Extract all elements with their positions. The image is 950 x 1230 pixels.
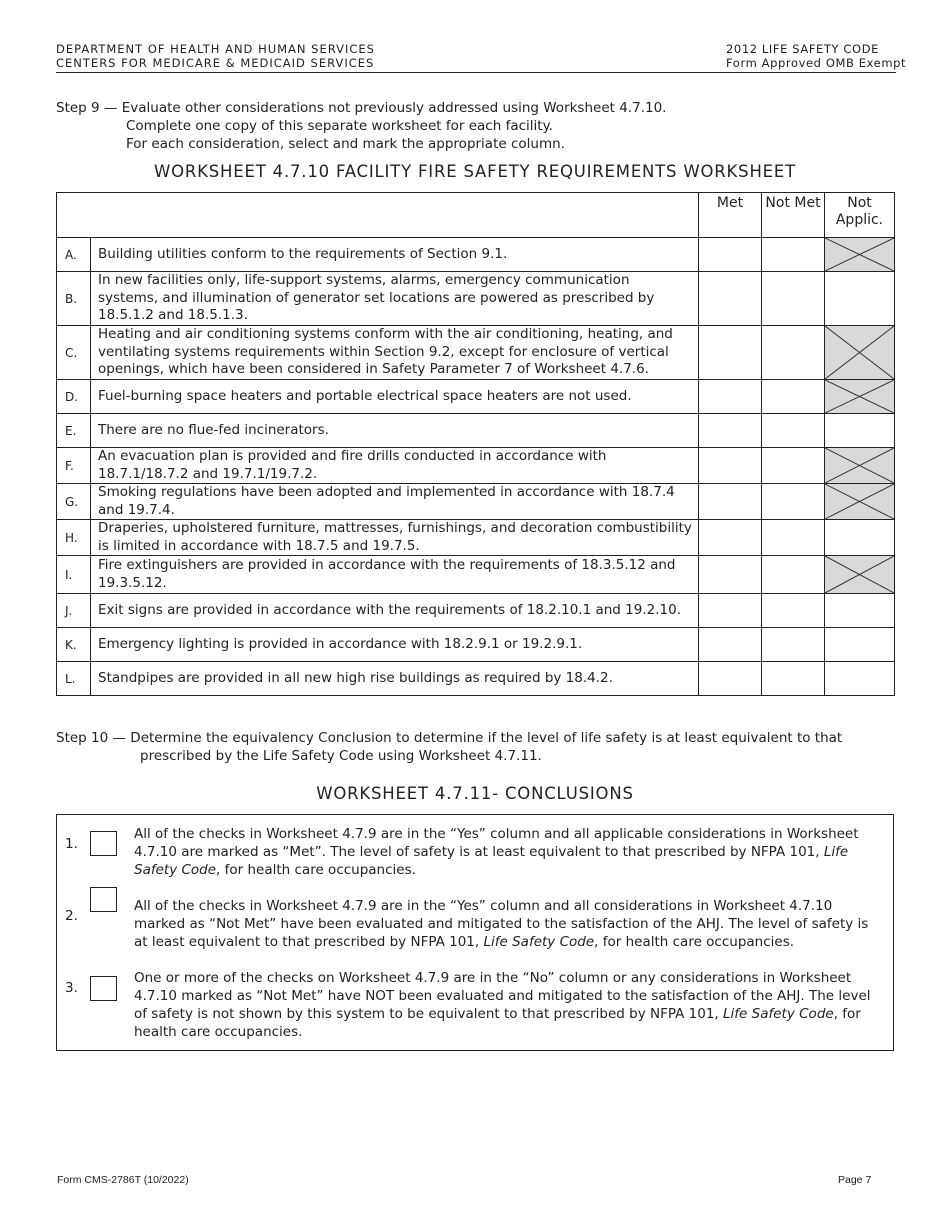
requirement-text: Fire extinguishers are provided in accordance with the requirements of 18.3.5.12 and 19.3.5.12. <box>91 556 699 594</box>
not-met-cell[interactable] <box>762 414 825 448</box>
form-header <box>726 42 906 70</box>
conclusion-number: 3. <box>65 980 78 996</box>
not-met-cell[interactable] <box>762 448 825 484</box>
not-met-cell[interactable] <box>762 380 825 414</box>
row-letter: A. <box>57 238 91 272</box>
not-applicable-cell-disabled <box>825 380 895 414</box>
met-cell[interactable] <box>699 556 762 594</box>
row-letter: F. <box>57 448 91 484</box>
life-safety-code-title: Life Safety Code <box>723 1006 834 1022</box>
page-number: Page 7 <box>838 1174 872 1186</box>
requirement-text: Exit signs are provided in accordance with the requirements of 18.2.10.1 and 19.2.10. <box>91 594 699 628</box>
not-applicable-cell-disabled <box>825 326 895 380</box>
life-safety-code-title: Life Safety Code <box>483 934 595 950</box>
agency-line-2: CENTERS FOR MEDICARE & MEDICAID SERVICES <box>56 56 375 70</box>
worksheet-4-7-11-title: WORKSHEET 4.7.11- CONCLUSIONS <box>316 784 634 803</box>
requirement-text: Fuel-burning space heaters and portable electrical space heaters are not used. <box>91 380 699 414</box>
not-met-cell[interactable] <box>762 326 825 380</box>
conclusion-number: 1. <box>65 836 78 852</box>
requirement-text: There are no flue-fed incinerators. <box>91 414 699 448</box>
table-row <box>57 556 895 594</box>
met-cell[interactable] <box>699 448 762 484</box>
table-row <box>57 380 895 414</box>
row-letter: G. <box>57 484 91 520</box>
cross-out-icon <box>825 326 894 379</box>
met-cell[interactable] <box>699 628 762 662</box>
requirement-text: In new facilities only, life-support systems, alarms, emergency communication systems, and illumination of generator set locations are powered as prescribed by 18.5.1.2 and 18.5.1.3. <box>91 272 699 326</box>
requirement-text: Smoking regulations have been adopted and implemented in accordance with 18.7.4 and 19.7.4. <box>91 484 699 520</box>
requirement-text: Building utilities conform to the requirements of Section 9.1. <box>91 238 699 272</box>
not-applicable-cell-disabled <box>825 484 895 520</box>
cross-out-icon <box>825 238 894 271</box>
row-letter: L. <box>57 662 91 696</box>
table-row <box>57 326 895 380</box>
not-met-label: Not Met <box>765 195 821 211</box>
conclusion-number: 2. <box>65 908 78 924</box>
conclusion-1-checkbox[interactable] <box>90 831 117 856</box>
column-header-met: Met <box>699 193 762 238</box>
step-10-instructions <box>56 729 842 765</box>
step-9-label: Step 9 — <box>56 100 118 116</box>
conclusion-3-checkbox[interactable] <box>90 976 117 1001</box>
conclusion-2-checkbox[interactable] <box>90 887 117 912</box>
table-row <box>57 414 895 448</box>
conclusion-text-part: , for health care occupancies. <box>134 1006 861 1040</box>
life-safety-code-title: Life Safety Code <box>134 844 849 878</box>
conclusion-1-text <box>134 825 879 879</box>
not-applicable-cell[interactable] <box>825 662 895 696</box>
column-header-not-applicable <box>825 193 895 238</box>
conclusion-3-text <box>134 969 879 1041</box>
met-cell[interactable] <box>699 414 762 448</box>
not-applicable-cell-disabled <box>825 448 895 484</box>
table-row <box>57 520 895 556</box>
not-met-cell[interactable] <box>762 238 825 272</box>
not-met-cell[interactable] <box>762 556 825 594</box>
not-met-cell[interactable] <box>762 594 825 628</box>
conclusion-2-text <box>134 897 879 951</box>
table-row <box>57 238 895 272</box>
not-applicable-cell[interactable] <box>825 594 895 628</box>
table-row <box>57 484 895 520</box>
met-cell[interactable] <box>699 484 762 520</box>
step-9-instructions <box>56 99 666 153</box>
code-edition: 2012 LIFE SAFETY CODE <box>726 42 880 56</box>
table-row <box>57 272 895 326</box>
omb-status: Form Approved OMB Exempt <box>726 56 907 70</box>
fire-safety-requirements-table <box>56 192 895 696</box>
conclusion-text-part: , for health care occupancies. <box>594 934 795 950</box>
conclusion-text-part: , for health care occupancies. <box>216 862 416 878</box>
header-blank-cell <box>57 193 699 238</box>
not-met-cell[interactable] <box>762 520 825 556</box>
met-cell[interactable] <box>699 272 762 326</box>
column-header-not-met <box>762 193 825 238</box>
not-applicable-cell-disabled <box>825 556 895 594</box>
cross-out-icon <box>825 556 894 593</box>
cross-out-icon <box>825 484 894 519</box>
header-divider <box>56 72 896 73</box>
step-10-line-2: prescribed by the Life Safety Code using Worksheet 4.7.11. <box>140 748 542 764</box>
requirement-text: Heating and air conditioning systems conform with the air conditioning, heating, and ventilating systems requirements within Section 9.2, except for enclosure of vertical openings, which have been considered in Safety Parameter 7 of Worksheet 4.7.6. <box>91 326 699 380</box>
table-row <box>57 628 895 662</box>
requirement-text: An evacuation plan is provided and fire drills conducted in accordance with 18.7.1/18.7.2 and 19.7.1/19.7.2. <box>91 448 699 484</box>
row-letter: E. <box>57 414 91 448</box>
row-letter: B. <box>57 272 91 326</box>
row-letter: I. <box>57 556 91 594</box>
met-cell[interactable] <box>699 594 762 628</box>
not-met-cell[interactable] <box>762 662 825 696</box>
met-cell[interactable] <box>699 326 762 380</box>
not-applicable-cell[interactable] <box>825 414 895 448</box>
conclusion-text-part: All of the checks in Worksheet 4.7.9 are in the “Yes” column and all considerations in Worksheet 4.7.10 marked as “Not Met” have been evaluated and mitigated to the satisfaction of the AHJ. The level of safety is at least equivalent to that prescribed by NFPA 101, <box>134 898 869 950</box>
not-met-cell[interactable] <box>762 628 825 662</box>
cross-out-icon <box>825 380 894 413</box>
step-9-line-1: Evaluate other considerations not previously addressed using Worksheet 4.7.10. <box>121 100 667 116</box>
requirement-text: Standpipes are provided in all new high rise buildings as required by 18.4.2. <box>91 662 699 696</box>
table-row <box>57 594 895 628</box>
row-letter: H. <box>57 520 91 556</box>
table-header-row <box>57 193 895 238</box>
conclusion-text-part: All of the checks in Worksheet 4.7.9 are in the “Yes” column and all applicable considerations in Worksheet 4.7.10 are marked as “Met”. The level of safety is at least equivalent to that prescribed by NFPA 101, <box>134 826 859 860</box>
table-row <box>57 448 895 484</box>
not-applicable-cell[interactable] <box>825 520 895 556</box>
step-9-line-3: For each consideration, select and mark the appropriate column. <box>126 136 565 152</box>
row-letter: D. <box>57 380 91 414</box>
agency-line-1: DEPARTMENT OF HEALTH AND HUMAN SERVICES <box>56 42 375 56</box>
agency-header <box>56 42 375 70</box>
step-10-label: Step 10 — <box>56 730 126 746</box>
table-row <box>57 662 895 696</box>
step-10-line-1: Determine the equivalency Conclusion to determine if the level of life safety is at least equivalent to that <box>130 730 843 746</box>
worksheet-4-7-10-title: WORKSHEET 4.7.10 FACILITY FIRE SAFETY REQUIREMENTS WORKSHEET <box>154 162 796 181</box>
met-cell[interactable] <box>699 380 762 414</box>
not-applicable-cell[interactable] <box>825 272 895 326</box>
conclusion-text-part: One or more of the checks on Worksheet 4.7.9 are in the “No” column or any considerations in Worksheet 4.7.10 marked as “Not Met” have NOT been evaluated and mitigated to the satisfaction of the AHJ. The level of safety is not shown by this system to be equivalent to that prescribed by NFPA 101, <box>134 970 871 1022</box>
not-met-cell[interactable] <box>762 484 825 520</box>
not-applic-label: Not Applic. <box>835 195 884 228</box>
row-letter: C. <box>57 326 91 380</box>
not-applicable-cell[interactable] <box>825 628 895 662</box>
conclusions-box <box>56 814 894 1051</box>
met-cell[interactable] <box>699 662 762 696</box>
requirement-text: Emergency lighting is provided in accordance with 18.2.9.1 or 19.2.9.1. <box>91 628 699 662</box>
not-met-cell[interactable] <box>762 272 825 326</box>
met-cell[interactable] <box>699 238 762 272</box>
met-cell[interactable] <box>699 520 762 556</box>
row-letter: K. <box>57 628 91 662</box>
form-number: Form CMS-2786T (10/2022) <box>57 1174 189 1186</box>
row-letter: J. <box>57 594 91 628</box>
requirement-text: Draperies, upholstered furniture, mattresses, furnishings, and decoration combustibility is limited in accordance with 18.7.5 and 19.7.5. <box>91 520 699 556</box>
step-9-line-2: Complete one copy of this separate worksheet for each facility. <box>126 118 553 134</box>
not-applicable-cell-disabled <box>825 238 895 272</box>
cross-out-icon <box>825 448 894 483</box>
